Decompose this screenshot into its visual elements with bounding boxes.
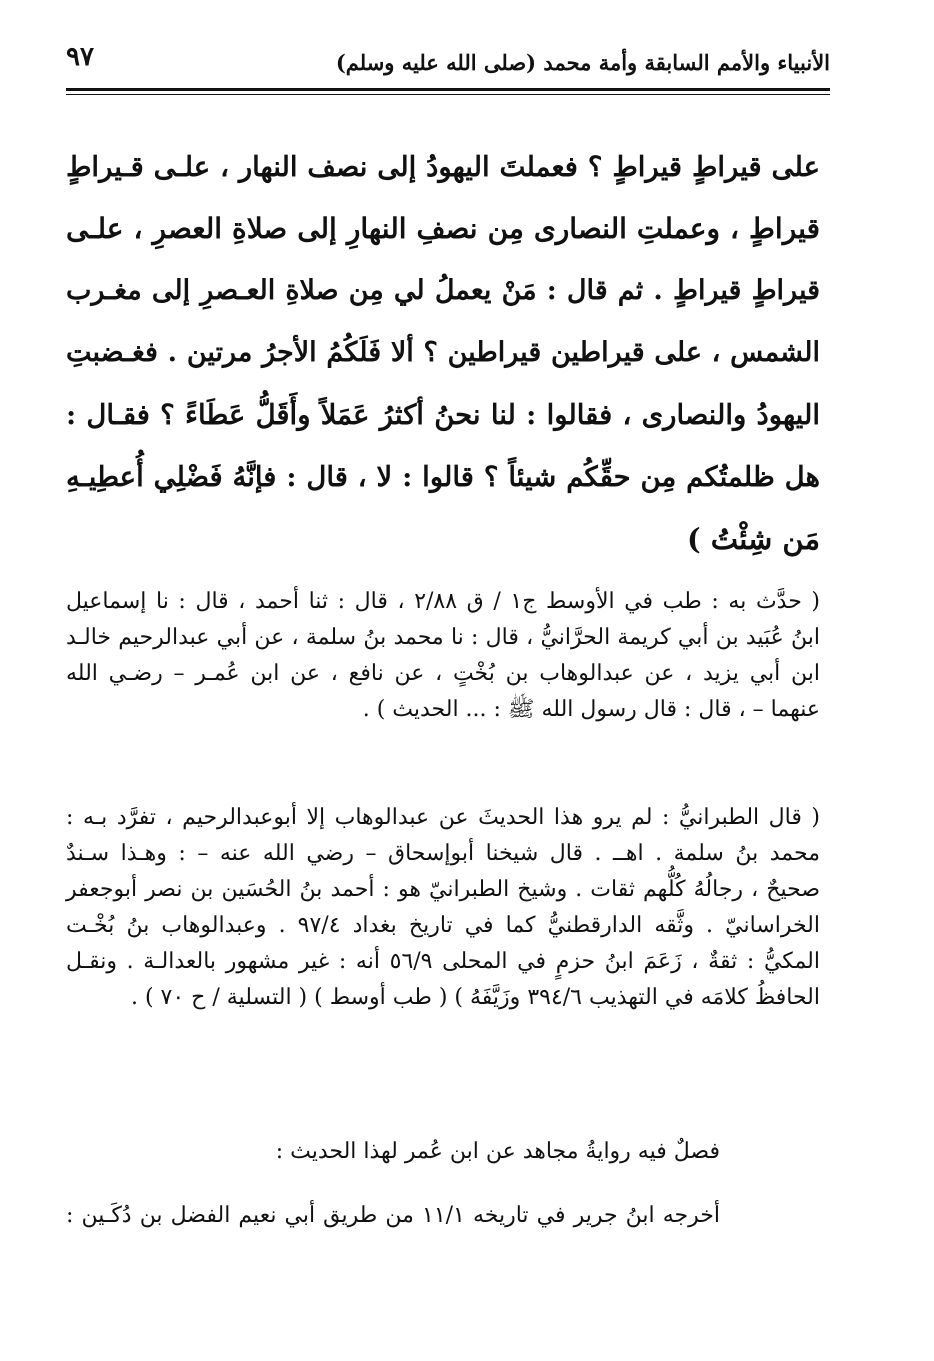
hadith-line: قيراطٍ ، وعملتِ النصارى مِن نصفِ النهارِ إلى صلاةِ العصرِ ، علـى — [66, 212, 820, 245]
section-paragraph: أخرجه ابنُ جرير في تاريخه ١١/١ من طريق أبي نعيم الفضل بن دُكَـين : — [66, 1203, 720, 1228]
reference-line: عنهما – ، قال : قال رسول الله ﷺ : ... الحديث ) . — [362, 697, 820, 722]
hadith-line: اليهودُ والنصارى ، فقالوا : لنا نحنُ أكثرُ عَمَلاً وأَقَلُّ عَطَاءً ؟ فقـال : — [66, 399, 820, 431]
section-heading: فصلٌ فيه روايةُ مجاهد عن ابن عُمر لهذا الحديث : — [275, 1139, 720, 1164]
reference-paragraph — [66, 584, 820, 728]
commentary-line: المكيُّ : ثقةٌ ، زَعَمَ ابنُ حزمٍ في المحلى ٥٦/٩ أنه : غير مشهور بالعدالـة . ونقـل — [66, 949, 820, 974]
running-header — [66, 38, 830, 82]
commentary-line: الحافظُ كلامَه في التهذيب ٣٩٤/٦ وزَيَّفَهُ ) ( طب أوسط ) ( التسلية / ح ٧٠ ) . — [130, 985, 820, 1010]
hadith-line: قيراطٍ قيراطٍ . ثم قال : مَنْ يعملُ لي مِن صلاةِ العـصرِ إلى مغـرب — [66, 275, 820, 306]
commentary-line: الخراسانيّ . وثَّقه الدارقطنيُّ كما في تاريخ بغداد ٩٧/٤ . وعبدالوهاب بنُ بُخْـت — [66, 913, 820, 938]
reference-line: ابن أبي يزيد ، عن عبدالوهاب بن بُخْتٍ ، عن نافع ، عن ابن عُمـر – رضـي الله — [66, 661, 820, 686]
reference-line: ابنُ عُبَيد بن أبي كريمة الحرَّانيُّ ، قال : نا محمد بنُ سلمة ، عن أبي عبدالرحيم خالـد — [66, 625, 820, 650]
reference-line: ( حدَّث به : طب في الأوسط ج١ / ق ٢/٨٨ ، قال : ثنا أحمد ، قال : نا إسماعيل — [66, 589, 820, 614]
commentary-paragraph — [66, 800, 820, 1016]
header-rule — [66, 88, 830, 91]
running-title: الأنبياء والأمم السابقة وأمة محمد (صلى الله عليه وسلم) — [335, 50, 830, 75]
header-rule-thin — [66, 94, 830, 95]
commentary-line: ( قال الطبرانيُّ : لم يرو هذا الحديثَ عن عبدالوهاب إلا أبوعبدالرحيم ، تفرَّد بـه : — [66, 805, 820, 830]
page-number: ٩٧ — [66, 42, 94, 72]
hadith-line: الشمس ، على قيراطين قيراطين ؟ ألا فَلَكُمُ الأجرُ مرتين . فغـضبتِ — [66, 337, 820, 368]
hadith-line: هل ظلمتُكم مِن حقِّكُم شيئاً ؟ قالوا : لا ، قال : فإنَّهُ فَضْلِي أُعطِيـهِ — [66, 461, 820, 493]
hadith-text — [66, 136, 820, 570]
commentary-line: محمد بنُ سلمة . اهــ . قال شيخنا أبوإسحاق – رضي الله عنه – : وهـذا سـندٌ — [66, 841, 820, 866]
hadith-line: مَن شِئْتُ ) — [686, 522, 820, 556]
commentary-line: صحيحٌ ، رجالُهُ كُلُّهم ثقات . وشيخ الطبرانيّ هو : أحمد بنُ الحُسَين بن نصر أبوجعفر — [66, 877, 820, 902]
hadith-line: على قيراطٍ قيراطٍ ؟ فعملتَ اليهودُ إلى نصف النهار ، علـى قـيراطٍ — [66, 151, 820, 183]
